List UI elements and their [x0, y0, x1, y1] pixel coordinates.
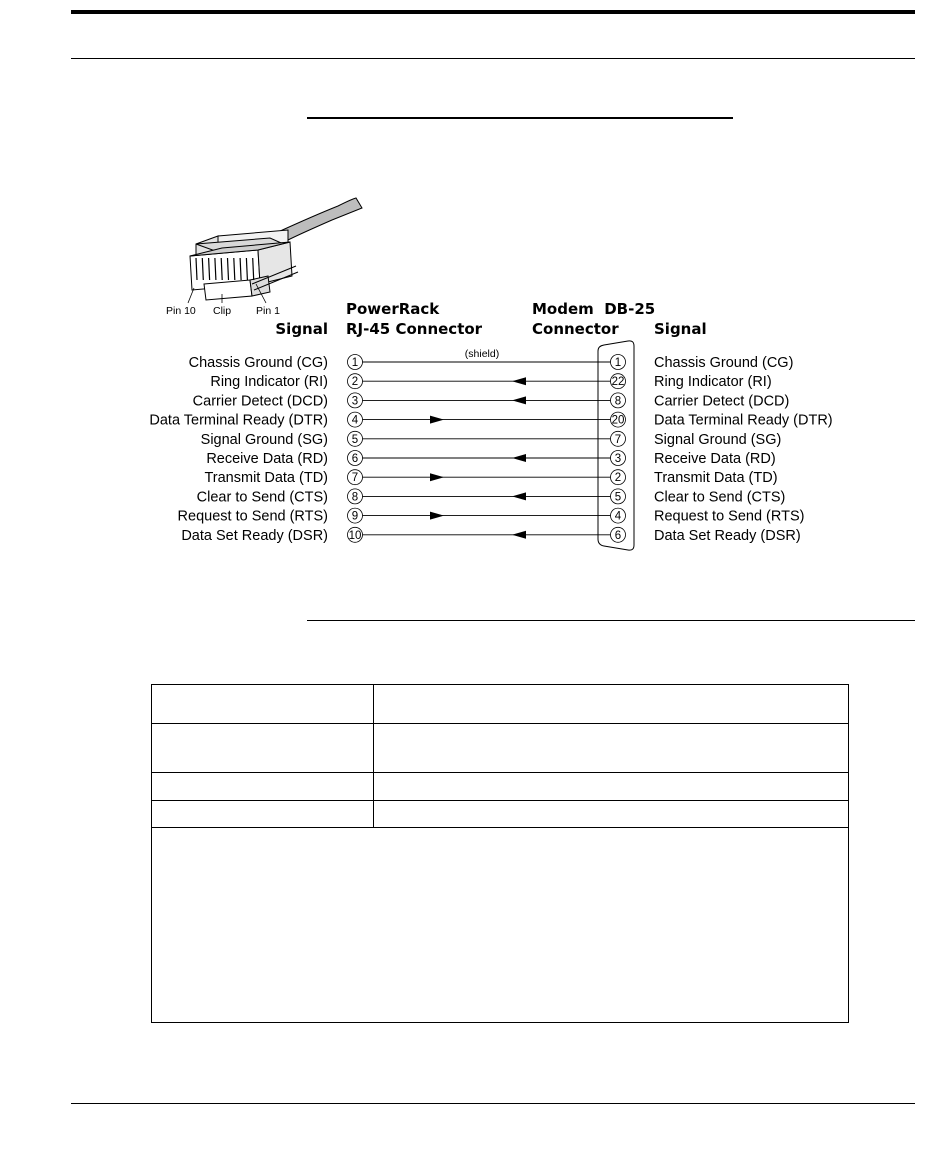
table-cell	[374, 773, 849, 801]
powerrack-header-line2: RJ-45 Connector	[346, 320, 483, 338]
pin-row	[181, 527, 800, 544]
db25-pin-number: 3	[614, 453, 622, 465]
table-note-cell	[152, 828, 849, 1023]
rj45-pin-number: 8	[351, 491, 359, 504]
rj45-pin-number: 7	[351, 472, 359, 485]
clip-label: Clip	[213, 305, 232, 317]
pin-row	[149, 412, 832, 429]
modem-header-line2: Connector	[532, 320, 619, 338]
rj45-pin-number: 9	[351, 510, 359, 523]
right-signal-label: Clear to Send (CTS)	[654, 489, 786, 506]
pin-row	[193, 393, 790, 410]
pin10-label: Pin 10	[166, 305, 196, 317]
left-signal-label: Receive Data (RD)	[206, 451, 328, 467]
left-signal-label: Request to Send (RTS)	[177, 508, 328, 525]
left-signal-label: Signal Ground (SG)	[200, 431, 328, 448]
right-signal-label: Data Terminal Ready (DTR)	[654, 412, 833, 429]
db25-pin-number: 5	[614, 491, 622, 504]
signal-arrow	[512, 492, 526, 500]
table-row	[152, 828, 849, 1023]
table-cell	[374, 685, 849, 724]
right-signal-label: Transmit Data (TD)	[654, 470, 778, 487]
left-signal-label: Clear to Send (CTS)	[196, 489, 328, 506]
left-signal-label: Chassis Ground (CG)	[188, 355, 328, 371]
right-signal-label: Signal Ground (SG)	[654, 431, 782, 448]
right-signal-label: Carrier Detect (DCD)	[654, 393, 790, 410]
rj45-pin-number: 1	[351, 357, 359, 369]
right-signal-label: Ring Indicator (RI)	[654, 374, 772, 391]
signal-arrow	[430, 512, 444, 520]
right-signal-header: Signal	[654, 320, 707, 338]
left-signal-label: Carrier Detect (DCD)	[192, 393, 328, 410]
signal-arrow	[430, 473, 444, 481]
table-row	[152, 801, 849, 828]
table-cell	[152, 801, 374, 828]
left-signal-label: Ring Indicator (RI)	[210, 374, 328, 391]
db25-pin-number: 6	[614, 529, 622, 542]
footer-rule	[71, 1103, 915, 1104]
right-signal-label: Data Set Ready (DSR)	[654, 527, 801, 544]
db25-pin-number: 20	[611, 414, 625, 427]
db25-pin-number: 1	[614, 357, 622, 369]
table-cell	[152, 724, 374, 773]
signal-arrow	[512, 377, 526, 385]
left-signal-label: Data Terminal Ready (DTR)	[149, 412, 328, 429]
spec-table	[151, 684, 849, 1023]
db25-pin-number: 7	[614, 433, 622, 446]
signal-arrow	[512, 454, 526, 462]
db25-pin-number: 4	[614, 510, 622, 523]
pin-row	[201, 431, 782, 448]
table-cell	[374, 801, 849, 828]
rj45-pin-number: 6	[351, 453, 359, 465]
left-signal-label: Data Set Ready (DSR)	[181, 527, 328, 544]
table-cell	[374, 724, 849, 773]
db25-pin-number: 2	[614, 472, 622, 485]
shield-label: (shield)	[464, 348, 500, 360]
left-signal-header: Signal	[275, 320, 328, 338]
pin-row	[204, 470, 777, 487]
pin-row	[206, 451, 775, 468]
left-signal-label: Transmit Data (TD)	[204, 470, 328, 487]
signal-arrow	[430, 416, 444, 424]
table-cell	[152, 773, 374, 801]
rj45-pin-number: 3	[351, 395, 359, 408]
db25-pin-number: 8	[614, 395, 622, 408]
rj45-pin-number: 4	[351, 414, 359, 427]
table-row	[152, 773, 849, 801]
right-signal-label: Receive Data (RD)	[654, 451, 776, 467]
pin-row	[178, 508, 805, 525]
table-row	[152, 685, 849, 724]
rj45-pin-number: 5	[351, 433, 359, 446]
right-signal-label: Request to Send (RTS)	[654, 508, 805, 525]
pin-row	[210, 374, 771, 391]
powerrack-header-line1: PowerRack	[346, 300, 440, 318]
rj45-plug-illustration	[190, 198, 362, 300]
table-cell	[152, 685, 374, 724]
pin-rows	[149, 355, 832, 544]
pin-row	[197, 489, 786, 506]
table-row	[152, 724, 849, 773]
db25-pin-number: 22	[611, 376, 625, 389]
right-signal-label: Chassis Ground (CG)	[654, 355, 794, 371]
rj45-pin-number: 10	[348, 529, 362, 542]
signal-arrow	[512, 531, 526, 539]
modem-header-line1: Modem DB-25	[532, 300, 656, 318]
signal-arrow	[512, 396, 526, 404]
pin1-label: Pin 1	[256, 305, 280, 317]
rj45-pin-number: 2	[351, 376, 359, 389]
